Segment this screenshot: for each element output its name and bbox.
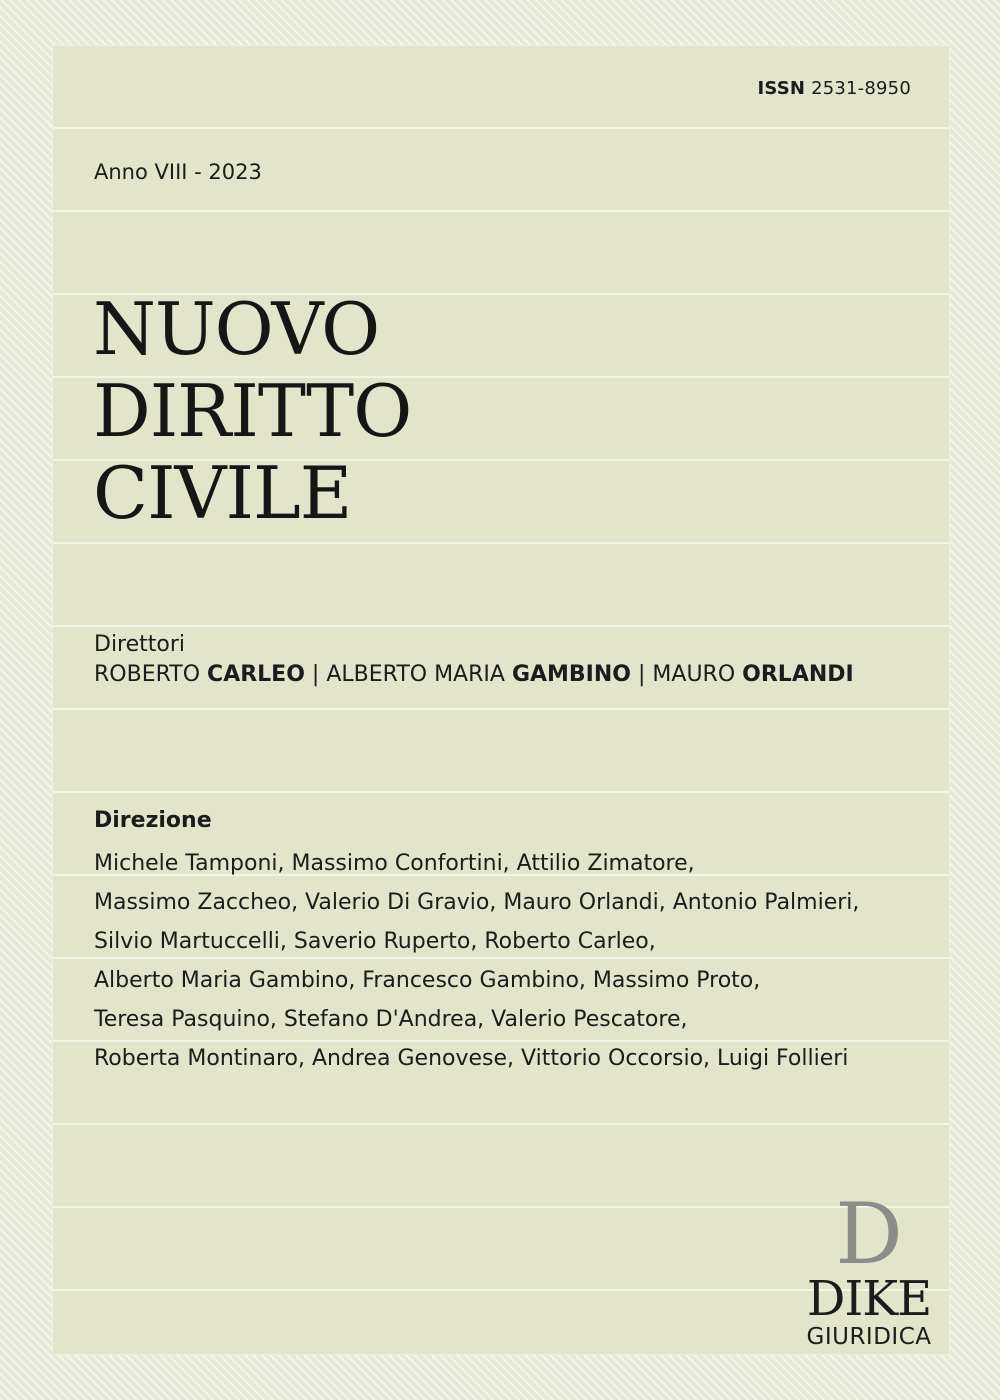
publisher-name: DIKE [806, 1271, 932, 1327]
publisher-logo [799, 1185, 939, 1350]
direzione-label: Direzione [94, 808, 212, 833]
director-first-name: ROBERTO [94, 662, 201, 687]
issn-number: 2531-8950 [811, 78, 911, 99]
issn [757, 78, 911, 99]
title-line-1: NUOVO [93, 287, 380, 371]
issn-label: ISSN [757, 78, 806, 99]
director-last-name: CARLEO [207, 662, 305, 687]
direzione-line: Alberto Maria Gambino, Francesco Gambino, Massimo Proto, [94, 968, 761, 993]
director-first-name: MAURO [652, 662, 736, 687]
title-line-3: CIVILE [93, 451, 352, 535]
direttori-label: Direttori [94, 632, 186, 657]
director-first-name: ALBERTO MARIA [326, 662, 505, 687]
cover-panel [52, 45, 950, 1355]
director-last-name: ORLANDI [742, 662, 854, 687]
direzione-line: Silvio Martuccelli, Saverio Ruperto, Roberto Carleo, [94, 929, 656, 954]
separator: | [637, 662, 646, 687]
journal-title [93, 288, 411, 534]
title-line-2: DIRITTO [93, 369, 412, 453]
direttori-names [94, 662, 854, 687]
direzione-line: Michele Tamponi, Massimo Confortini, Attilio Zimatore, [94, 851, 695, 876]
publisher-mark: D [835, 1185, 903, 1283]
separator: | [311, 662, 320, 687]
direzione-line: Teresa Pasquino, Stefano D'Andrea, Valerio Pescatore, [94, 1007, 688, 1032]
direzione-line: Roberta Montinaro, Andrea Genovese, Vittorio Occorsio, Luigi Follieri [94, 1046, 849, 1071]
direzione-list [94, 844, 859, 1078]
publisher-subtitle: GIURIDICA [806, 1324, 932, 1350]
direzione-line: Massimo Zaccheo, Valerio Di Gravio, Mauro Orlandi, Antonio Palmieri, [94, 890, 860, 915]
issue-year: Anno VIII - 2023 [94, 160, 262, 184]
director-last-name: GAMBINO [511, 662, 631, 687]
